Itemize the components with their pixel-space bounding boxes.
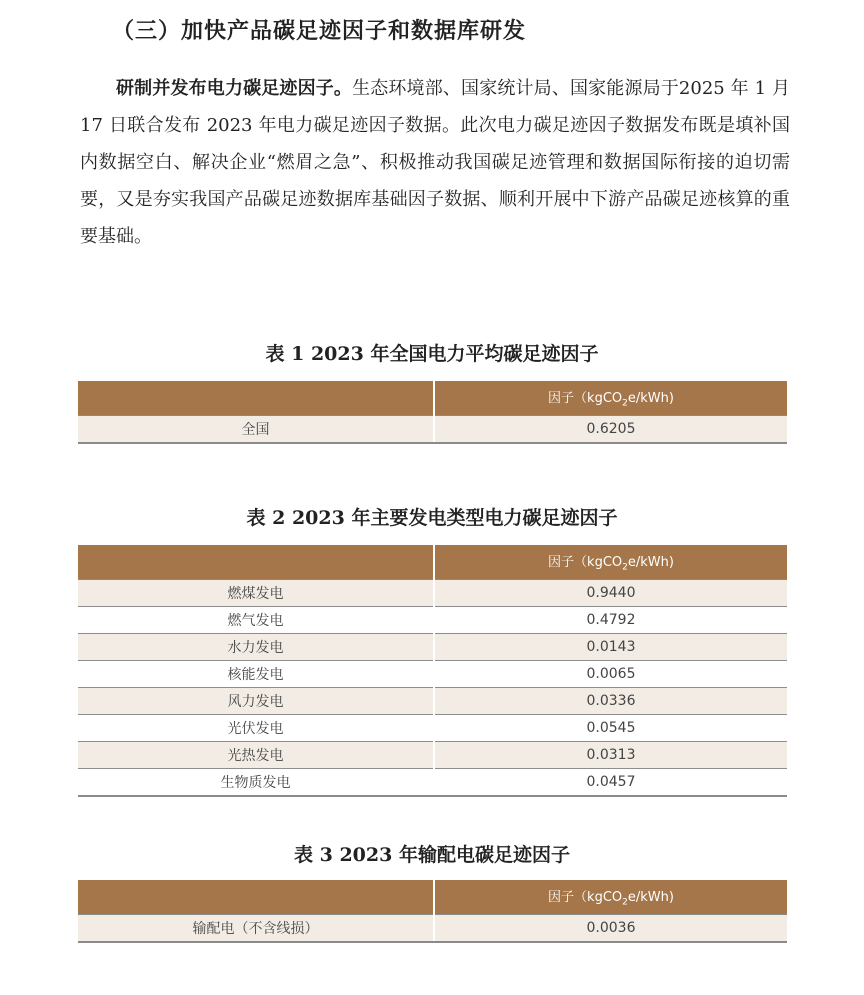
row-value: 0.4792 bbox=[434, 607, 787, 634]
table3-title: 表 3 2023 年输配电碳足迹因子 bbox=[294, 844, 570, 866]
row-value: 0.0545 bbox=[434, 715, 787, 742]
paragraph-lead: 研制并发布电力碳足迹因子。 bbox=[116, 78, 353, 99]
table1-header-blank bbox=[78, 381, 434, 416]
table-row bbox=[78, 715, 787, 742]
table-row bbox=[78, 769, 787, 797]
table2-header-unit: 因子（kgCO$_2$e/kWh) bbox=[434, 545, 787, 580]
table1 bbox=[78, 381, 787, 444]
body-paragraph bbox=[80, 70, 790, 255]
row-name: 光伏发电 bbox=[78, 715, 434, 742]
row-value: 0.0457 bbox=[434, 769, 787, 797]
table2 bbox=[78, 545, 787, 797]
row-value: 0.0143 bbox=[434, 634, 787, 661]
row-value: 0.0336 bbox=[434, 688, 787, 715]
table1-title: 表 1 2023 年全国电力平均碳足迹因子 bbox=[265, 343, 599, 365]
row-name: 燃煤发电 bbox=[78, 580, 434, 607]
row-name: 输配电（不含线损） bbox=[78, 915, 434, 943]
paragraph-body: 生态环境部、国家统计局、国家能源局于2025 年 1 月 17 日联合发布 2023 年电力碳足迹因子数据。此次电力碳足迹因子数据发布既是填补国内数据空白、解决企业“燃眉之急”、积极推动我国碳足迹管理和数据国际衔接的迫切需要，又是夯实我国产品碳足迹数据库基础因子数据、顺利开展中下游产品碳足迹核算的重要基础。 bbox=[80, 78, 790, 247]
table-row bbox=[78, 607, 787, 634]
table-row bbox=[78, 742, 787, 769]
table-row bbox=[78, 915, 787, 943]
table-row bbox=[78, 688, 787, 715]
section-heading: （三）加快产品碳足迹因子和数据库研发 bbox=[112, 18, 527, 44]
row-value: 0.0065 bbox=[434, 661, 787, 688]
table3-header-blank bbox=[78, 880, 434, 915]
table3 bbox=[78, 880, 787, 943]
row-value: 0.0036 bbox=[434, 915, 787, 943]
row-name: 全国 bbox=[78, 416, 434, 444]
row-name: 水力发电 bbox=[78, 634, 434, 661]
row-name: 光热发电 bbox=[78, 742, 434, 769]
table1-header-unit: 因子（kgCO$_2$e/kWh) bbox=[434, 381, 787, 416]
table3-header-unit: 因子（kgCO$_2$e/kWh) bbox=[434, 880, 787, 915]
row-value: 0.6205 bbox=[434, 416, 787, 444]
table-row bbox=[78, 661, 787, 688]
table-row bbox=[78, 580, 787, 607]
row-name: 燃气发电 bbox=[78, 607, 434, 634]
row-value: 0.9440 bbox=[434, 580, 787, 607]
row-name: 核能发电 bbox=[78, 661, 434, 688]
row-name: 风力发电 bbox=[78, 688, 434, 715]
table-row bbox=[78, 416, 787, 444]
table2-header-blank bbox=[78, 545, 434, 580]
row-value: 0.0313 bbox=[434, 742, 787, 769]
table2-title: 表 2 2023 年主要发电类型电力碳足迹因子 bbox=[246, 507, 618, 529]
table-row bbox=[78, 634, 787, 661]
row-name: 生物质发电 bbox=[78, 769, 434, 797]
